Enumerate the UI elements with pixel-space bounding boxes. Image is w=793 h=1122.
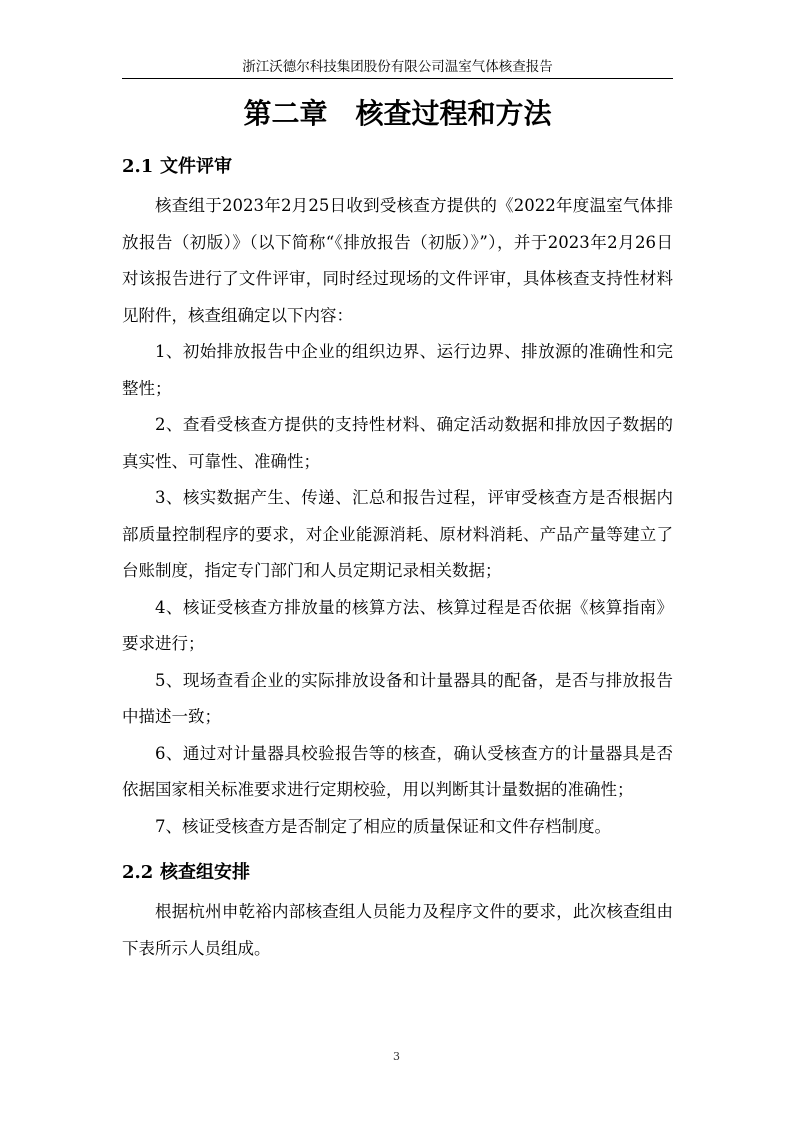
list-item: 3、核实数据产生、传递、汇总和报告过程，评审受核查方是否根据内部质量控制程序的要求，对企业能源消耗、原材料消耗、产品产量等建立了台账制度，指定专门部门和人员定期记录相关数据； bbox=[122, 488, 673, 580]
section-heading-2-1 bbox=[122, 152, 673, 182]
section-heading-2-2 bbox=[122, 858, 673, 888]
chapter-title: 第二章 核查过程和方法 bbox=[243, 97, 552, 130]
list-item: 4、核证受核查方排放量的核算方法、核算过程是否依据《核算指南》要求进行； bbox=[122, 597, 673, 653]
paragraph: 根据杭州申乾裕内部核查组人员能力及程序文件的要求，此次核查组由下表所示人员组成。 bbox=[122, 902, 673, 958]
paragraph: 核查组于2023年2月25日收到受核查方提供的《2022年度温室气体排放报告（初版）》（以下简称“《排放报告（初版）》”），并于2023年2月26日对该报告进行了文件评审，同时经过现场的文件评审，具体核查支持性材料见附件，核查组确定以下内容： bbox=[122, 196, 673, 325]
section-number: 2.1 bbox=[122, 156, 154, 177]
section-title: 文件评审 bbox=[160, 156, 232, 177]
page-number: 3 bbox=[393, 1050, 400, 1063]
section-body-2-2 bbox=[122, 894, 673, 967]
list-item: 5、现场查看企业的实际排放设备和计量器具的配备，是否与排放报告中描述一致； bbox=[122, 670, 673, 726]
header-rule bbox=[122, 78, 673, 79]
section-title: 核查组安排 bbox=[160, 862, 250, 883]
page-header: 浙江沃德尔科技集团股份有限公司温室气体核查报告 bbox=[242, 59, 553, 75]
section-number: 2.2 bbox=[122, 862, 154, 883]
list-item: 7、核证受核查方是否制定了相应的质量保证和文件存档制度。 bbox=[155, 816, 611, 836]
list-item: 2、查看受核查方提供的支持性材料、确定活动数据和排放因子数据的真实性、可靠性、准确性； bbox=[122, 415, 673, 471]
list-item: 6、通过对计量器具校验报告等的核查，确认受核查方的计量器具是否依据国家相关标准要求进行定期校验，用以判断其计量数据的准确性； bbox=[122, 743, 673, 799]
section-body-2-1 bbox=[122, 188, 673, 845]
list-item: 1、初始排放报告中企业的组织边界、运行边界、排放源的准确性和完整性； bbox=[122, 342, 673, 398]
